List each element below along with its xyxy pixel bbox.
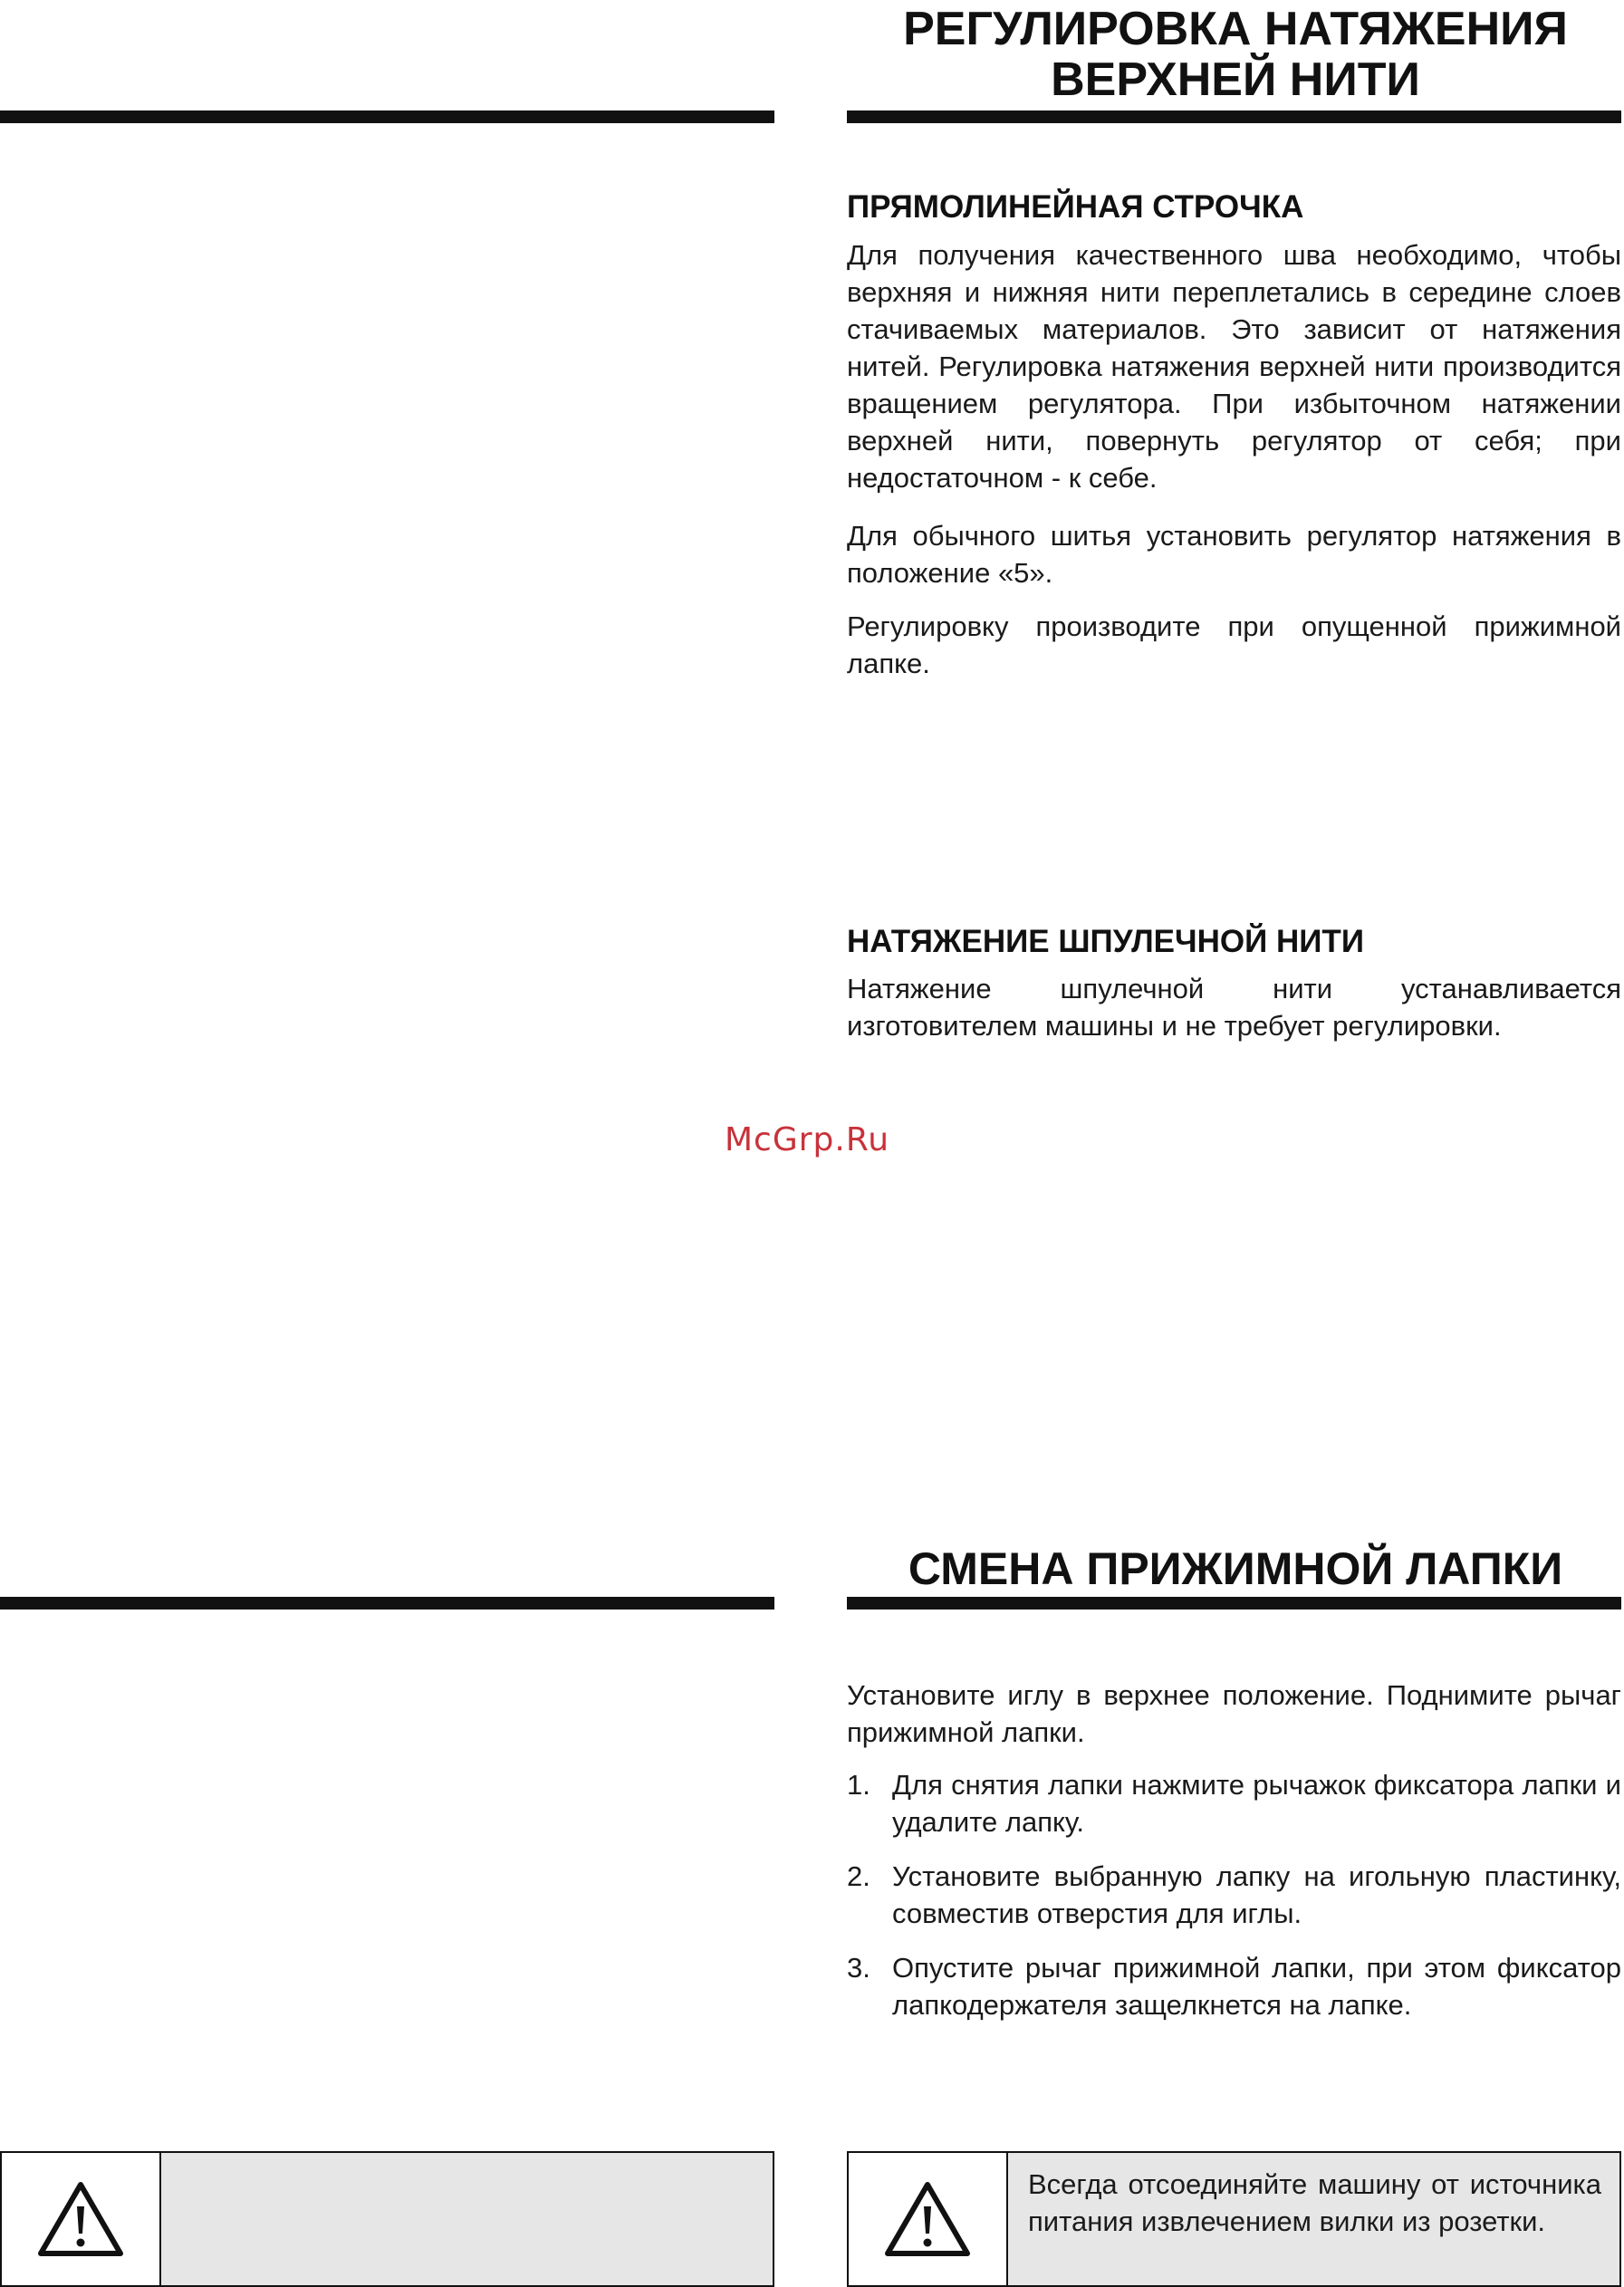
straight-stitch-paragraph-1: Для получения качественного шва необходимо, чтобы верхняя и нижняя нити переплетались в середине слоев стачиваемых материалов. Это зависит от натяжения нитей. Регулировка натяжения верхней нити производится вращением регулятора. При избыточном натяжении верхней нити, повернуть регулятор от себя; при недостаточном - к себе.: [847, 239, 1621, 494]
list-item: [847, 1949, 1621, 2023]
straight-stitch-heading: ПРЯМОЛИНЕЙНАЯ СТРОЧКА: [847, 189, 1304, 225]
straight-stitch-paragraph-3: Регулировку производите при опущенной прижимной лапке.: [847, 610, 1621, 679]
step-text: Для снятия лапки нажмите рычажок фиксатора лапки и удалите лапку.: [892, 1769, 1621, 1838]
right-warning-text-cell: [1008, 2153, 1619, 2285]
left-warning-text-cell: [161, 2153, 773, 2285]
step-number: 2.: [847, 1860, 870, 1892]
presser-foot-title: СМЕНА ПРИЖИМНОЙ ЛАПКИ: [908, 1543, 1563, 1594]
bobbin-tension-paragraph: Натяжение шпулечной нити устанавливается изготовителем машины и не требует регулировки.: [847, 973, 1621, 1042]
list-item: [847, 1766, 1621, 1840]
right-warning-box: [847, 2151, 1621, 2287]
warning-triangle-icon: [883, 2179, 972, 2259]
bobbin-tension-heading: НАТЯЖЕНИЕ ШПУЛЕЧНОЙ НИТИ: [847, 924, 1364, 959]
tension-title-line1: РЕГУЛИРОВКА НАТЯЖЕНИЯ: [903, 3, 1568, 55]
right-bottom-rule: [847, 1597, 1621, 1610]
step-number: 3.: [847, 1952, 870, 1984]
tension-title-line2: ВЕРХНЕЙ НИТИ: [1051, 53, 1420, 106]
right-warning-icon-cell: [849, 2153, 1008, 2285]
presser-foot-intro: Установите иглу в верхнее положение. Поднимите рычаг прижимной лапки.: [847, 1679, 1621, 1748]
step-text: Опустите рычаг прижимной лапки, при этом фиксатор лапкодержателя защелкнется на лапке.: [892, 1952, 1621, 2021]
right-top-rule: [847, 111, 1621, 123]
warning-text: Всегда отсоединяйте машину от источника питания извлечением вилки из розетки.: [1028, 2168, 1601, 2237]
watermark: McGrp.Ru: [725, 1121, 890, 1158]
step-number: 1.: [847, 1769, 870, 1801]
presser-foot-steps: [847, 1766, 1621, 2041]
left-top-rule: [0, 111, 774, 123]
left-bottom-rule: [0, 1597, 774, 1610]
straight-stitch-paragraph-2: Для обычного шитья установить регулятор натяжения в положение «5».: [847, 520, 1621, 589]
step-text: Установите выбранную лапку на игольную пластинку, совместив отверстия для иглы.: [892, 1860, 1621, 1929]
warning-triangle-icon: [36, 2179, 125, 2259]
left-warning-icon-cell: [2, 2153, 161, 2285]
list-item: [847, 1858, 1621, 1932]
left-warning-box: [0, 2151, 774, 2287]
tension-title: [847, 4, 1624, 105]
